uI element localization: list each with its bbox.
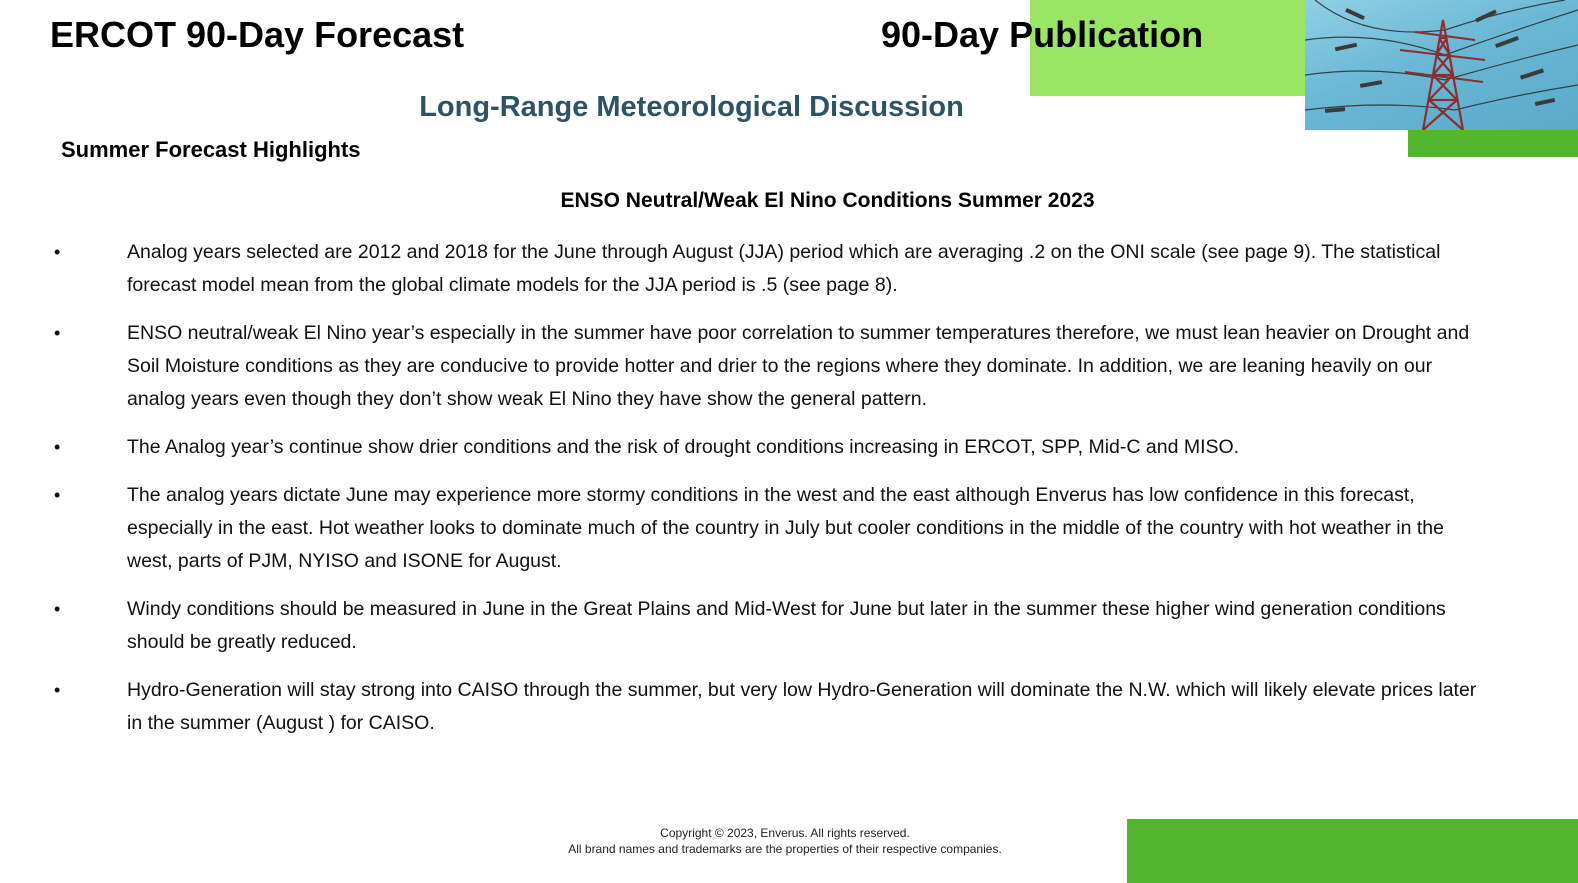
tower-icon bbox=[1305, 0, 1578, 130]
discussion-subtitle: Long-Range Meteorological Discussion bbox=[419, 91, 964, 123]
list-item-text: The Analog year’s continue show drier conditions and the risk of drought conditions increasing in ERCOT, SPP, Mid-C and MISO. bbox=[127, 436, 1240, 458]
bullet-icon: • bbox=[54, 323, 61, 343]
publication-title: 90-Day Publication bbox=[881, 14, 1204, 55]
highlights-list bbox=[50, 236, 1490, 755]
copyright-text: Copyright © 2023, Enverus. All rights reserved. bbox=[660, 826, 910, 840]
list-item bbox=[50, 674, 1490, 740]
list-item bbox=[50, 236, 1490, 302]
list-item bbox=[50, 593, 1490, 659]
accent-green-strip bbox=[1408, 130, 1578, 157]
topic-heading: ENSO Neutral/Weak El Nino Conditions Summer 2023 bbox=[560, 189, 1095, 212]
bullet-icon: • bbox=[54, 437, 61, 457]
section-heading: Summer Forecast Highlights bbox=[61, 137, 361, 162]
list-item-text: The analog years dictate June may experience more stormy conditions in the west and the east although Enverus has low confidence in this forecast, especially in the east. Hot weather looks to dominate much of the country in July but cooler conditions in the middle of the country with hot weather in the west, parts of PJM, NYISO and ISONE for August. bbox=[127, 484, 1444, 572]
list-item bbox=[50, 431, 1490, 464]
transmission-tower-image bbox=[1305, 0, 1578, 130]
bullet-icon: • bbox=[54, 242, 61, 262]
list-item-text: Windy conditions should be measured in June in the Great Plains and Mid-West for June but later in the summer these higher wind generation conditions should be greatly reduced. bbox=[127, 598, 1446, 653]
list-item-text: Analog years selected are 2012 and 2018 for the June through August (JJA) period which are averaging .2 on the ONI scale (see page 9). The statistical forecast model mean from the global climate models for the JJA period is .5 (see page 8). bbox=[127, 241, 1441, 296]
page-title: ERCOT 90-Day Forecast bbox=[50, 14, 465, 55]
trademark-text: All brand names and trademarks are the properties of their respective companies. bbox=[568, 842, 1002, 856]
bullet-icon: • bbox=[54, 680, 61, 700]
bullet-icon: • bbox=[54, 599, 61, 619]
list-item bbox=[50, 317, 1490, 416]
list-item-text: ENSO neutral/weak El Nino year’s especially in the summer have poor correlation to summer temperatures therefore, we must lean heavier on Drought and Soil Moisture conditions as they are conducive to provide hotter and drier to the regions where they dominate. In addition, we are leaning heavily on our analog years even though they don’t show weak El Nino they have show the general pattern. bbox=[127, 322, 1470, 410]
list-item-text: Hydro-Generation will stay strong into CAISO through the summer, but very low Hydro-Generation will dominate the N.W. which will likely elevate prices later in the summer (August ) for CAISO. bbox=[127, 679, 1477, 734]
list-item bbox=[50, 479, 1490, 578]
footer-green-block bbox=[1127, 819, 1578, 883]
bullet-icon: • bbox=[54, 485, 61, 505]
